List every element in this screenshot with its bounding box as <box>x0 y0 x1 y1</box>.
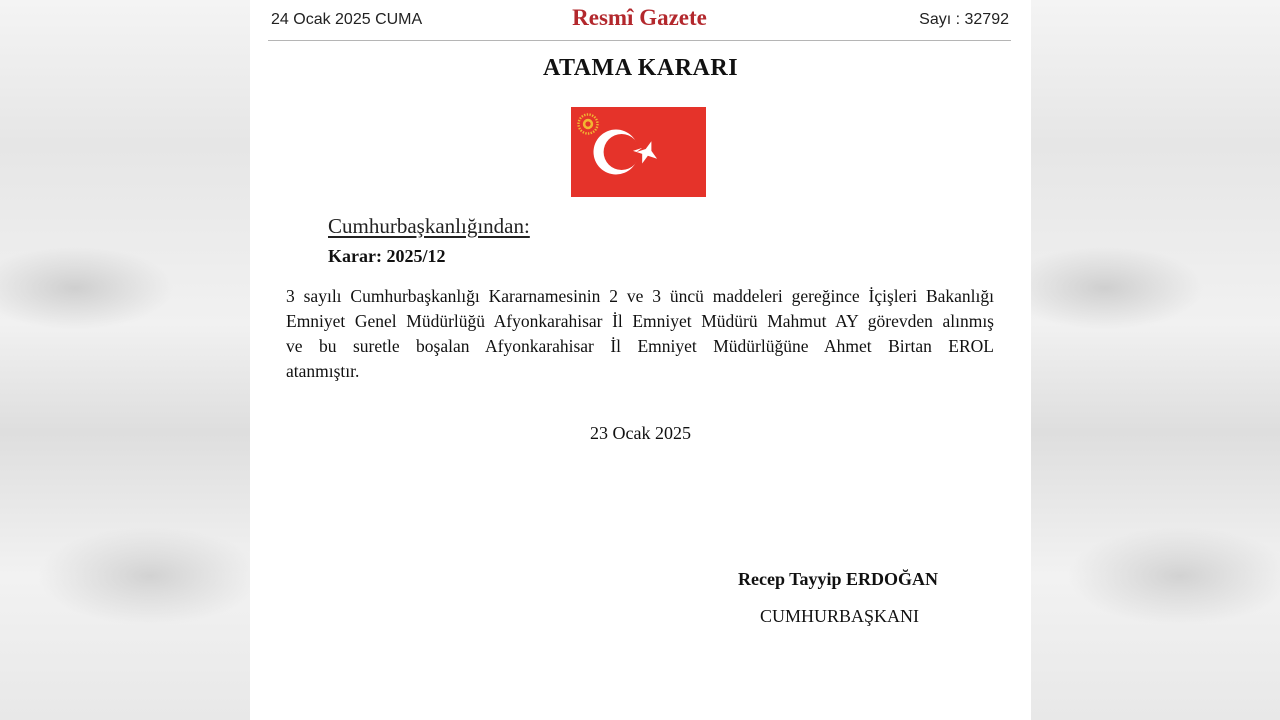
body-line: ve bu suretle boşalan Afyonkarahisar İl Emniyet Müdürlüğüne Ahmet Birtan EROL <box>286 336 994 356</box>
issue-number: Sayı : 32792 <box>919 11 1009 28</box>
presidential-sun-emblem-icon <box>579 115 598 134</box>
body-line: atanmıştır. <box>286 361 360 381</box>
document-title: ATAMA KARARI <box>542 55 739 81</box>
decision-number: Karar: 2025/12 <box>328 246 446 266</box>
signatory-name: Recep Tayyip ERDOĞAN <box>738 569 939 589</box>
decision-date: 23 Ocak 2025 <box>590 423 691 443</box>
body-line: Emniyet Genel Müdürlüğü Afyonkarahisar İl Emniyet Müdürü Mahmut AY görevden alınmış <box>286 311 994 331</box>
issuing-authority: Cumhurbaşkanlığından: <box>328 214 530 238</box>
body-line: 3 sayılı Cumhurbaşkanlığı Kararnamesinin 2 ve 3 üncü maddeleri gereğince İçişleri Bakanlığı <box>286 286 994 306</box>
gazette-header <box>268 0 1011 41</box>
gazette-page <box>250 0 1031 720</box>
publication-title: Resmî Gazete <box>572 5 707 30</box>
decision-body <box>286 284 994 384</box>
header-date: 24 Ocak 2025 CUMA <box>271 11 423 28</box>
background-right <box>1030 0 1280 720</box>
background-left <box>0 0 250 720</box>
signatory-title: CUMHURBAŞKANI <box>760 606 920 626</box>
crescent-star-icon <box>594 130 658 175</box>
flag-graphic <box>571 107 706 197</box>
turkish-flag-icon <box>571 107 706 197</box>
